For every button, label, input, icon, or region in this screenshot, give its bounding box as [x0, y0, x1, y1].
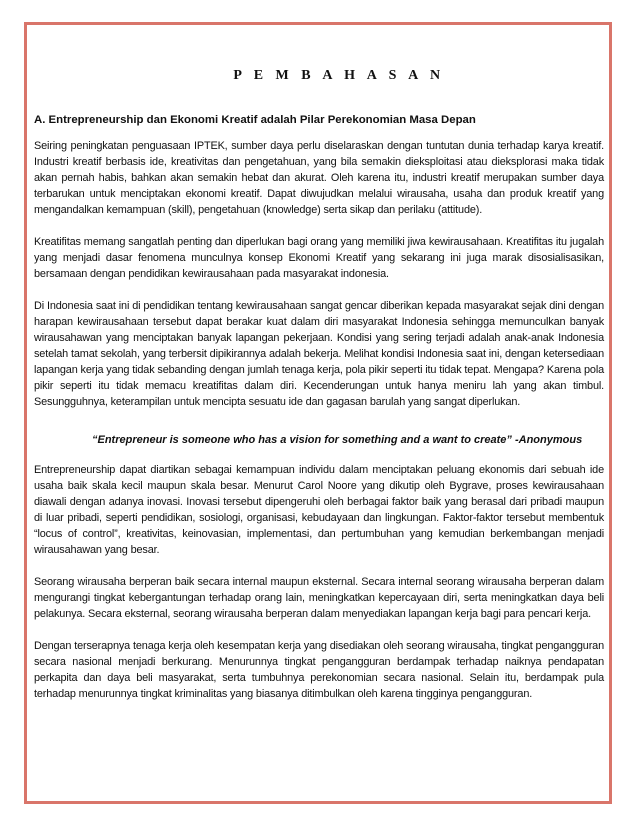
paragraph-2: Kreatifitas memang sangatlah penting dan diperlukan bagi orang yang memiliki jiwa kewirausahaan. Kreatifitas itu jugalah yang menjadi dasar fenomena munculnya konsep Ekonomi Kreatif yang sekarang ini juga marak disosialisasikan, bersamaan dengan pendidikan kewirausahaan pada masyarakat indonesia. — [34, 236, 604, 280]
quote: “Entrepreneur is someone who has a vision for something and a want to create” -Anonymous — [92, 434, 583, 446]
document-page — [34, 54, 604, 718]
paragraph-4: Entrepreneurship dapat diartikan sebagai kemampuan individu dalam menciptakan peluang ekonomis dari sebuah ide usaha baik skala kecil maupun skala besar. Menurut Carol Noore yang dikutip oleh Bygrave, proses kewirausahaan diawali dengan adanya inovasi. Inovasi tersebut dipengeruhi oleh berbagai faktor baik yang berasal dari pribadi maupun di luar pribadi, seperti pendidikan, sosiologi, organisasi, kebudayaan dan lingkungan. Faktor-faktor tersebut membentuk “locus of control”, kreativitas, keinovasian, implementasi, dan pertumbuhan yang kemudian berkembangan menjadi wirausahawan yang besar. — [34, 464, 604, 556]
paragraph-5: Seorang wirausaha berperan baik secara internal maupun eksternal. Secara internal seorang wirausaha berperan dalam mengurangi tingkat kebergantungan terhadap orang lain, meningkatkan kepercayaan diri, serta meningkatkan daya beli pelakunya. Secara eksternal, seorang wirausaha berperan dalam menyediakan lapangan kerja bagi para pencari kerja. — [34, 576, 604, 620]
paragraph-6: Dengan terserapnya tenaga kerja oleh kesempatan kerja yang disediakan oleh seorang wirausaha, tingkat pengangguran secara nasional menjadi berkurang. Menurunnya tingkat pengangguran berdampak terhadap naiknya pendapatan perkapita dan daya beli masyarakat, serta tumbuhnya perekonomian secara nasional. Selain itu, berdampak pula terhadap menurunnya tingkat kriminalitas yang biasanya ditimbulkan oleh karena tingginya pengangguran. — [34, 640, 604, 700]
paragraph-1: Seiring peningkatan penguasaan IPTEK, sumber daya perlu diselaraskan dengan tuntutan dunia terhadap karya kreatif. Industri kreatif berbasis ide, kreativitas dan pengetahuan, yang bila semakin dieksploitasi atau dieksplorasi maka tidak akan pernah habis, bahkan akan semakin hebat dan akurat. Oleh karena itu, industri kreatif merupakan sumber daya terbarukan untuk menciptakan ekonomi kreatif. Dapat diwujudkan melalui wirausaha, usaha dan produk kreatif yang mengandalkan kemampuan (skill), pengetahuan (knowledge) serta sikap dan perilaku (attitude). — [34, 140, 604, 216]
paragraph-3: Di Indonesia saat ini di pendidikan tentang kewirausahaan sangat gencar diberikan kepada masyarakat sejak dini dengan harapan kewirausahaan tersebut dapat berakar kuat dalam diri masyarakat Indonesia sehingga memunculkan banyak wirausahawan yang menciptakan banyak lapangan pekerjaan. Kondisi yang sering terjadi adalah anak-anak Indonesia setelah tamat sekolah, yang terbersit dipikirannya adalah bekerja. Melihat kondisi Indonesia saat ini, dengan ketersediaan lapangan kerja yang tidak sebanding dengan jumlah tenaga kerja, pola pikir seperti itu tidak tepat. Mengapa? Karena pola pikir seperti itu tidak memacu kreatifitas dalam diri. Kecenderungan untuk hanya meniru lah yang akan timbul. Sesungguhnya, keterampilan untuk mencipta sesuatu ide dan gagasan barulah yang sangat diperlukan. — [34, 300, 604, 408]
section-heading: A. Entrepreneurship dan Ekonomi Kreatif adalah Pilar Perekonomian Masa Depan — [34, 114, 476, 126]
page-title: P E M B A H A S A N — [233, 68, 445, 83]
